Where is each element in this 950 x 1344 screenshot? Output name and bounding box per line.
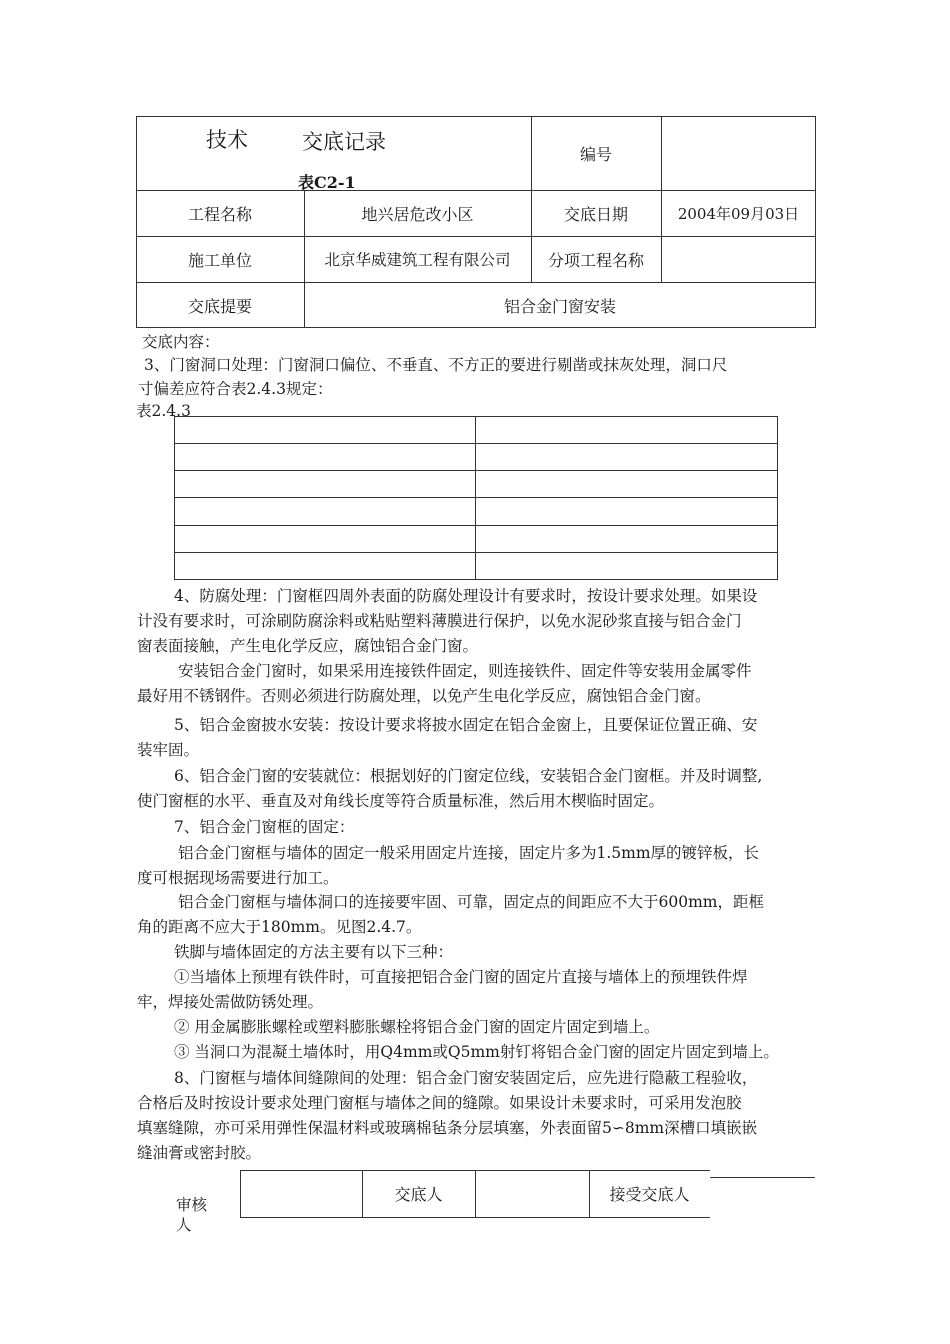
date-value: 2004年09月03日 [677,204,800,223]
number-value [661,116,816,190]
paragraph-line: 8、门窗框与墙体间缝隙间的处理：铝合金门窗安装固定后，应先进行隐蔽工程验收， [174,1069,758,1087]
sub-project-value [661,236,816,282]
paragraph-line: ② 用金属膨胀螺栓或塑料膨胀螺栓将铝合金门窗的固定片固定到墙上。 [174,1018,660,1036]
reviewer-label: 审核人 [176,1196,208,1234]
paragraph-line: 缝油膏或密封胶。 [137,1144,262,1162]
signature-divider [475,1170,476,1217]
paragraph-line: 7、铝合金门窗框的固定： [174,818,355,836]
paragraph-line: 计没有要求时，可涂刷防腐涂料或粘贴塑料薄膜进行保护，以免水泥砂浆直接与铝合金门 [137,612,742,630]
paragraph-line: 最好用不锈钢件。否则必须进行防腐处理，以免产生电化学反应，腐蚀铝合金门窗。 [137,687,711,705]
project-name-label: 工程名称 [187,204,252,224]
table-divider [174,497,778,498]
receiver-label: 接受交底人 [609,1185,690,1204]
paragraph-line: 装牢固。 [137,741,200,759]
paragraph-line: 度可根据现场需要进行加工。 [137,869,339,887]
contractor-label: 施工单位 [187,250,252,270]
paragraph-line: 5、铝合金窗披水安装：按设计要求将披水固定在铝合金窗上，且要保证位置正确、安 [174,716,758,734]
paragraph-line: 铝合金门窗框与墙体的固定一般采用固定片连接，固定片多为1.5mm厚的镀锌板，长 [178,844,760,862]
presenter-label: 交底人 [394,1185,443,1204]
table-divider [475,416,476,580]
paragraph-line: ①当墙体上预埋有铁件时，可直接把铝合金门窗的固定片直接与墙体上的预埋铁件焊 [174,968,748,986]
form-number: 表C2-1 [298,173,356,192]
table-divider [174,470,778,471]
paragraph-line: 6、铝合金门窗的安装就位：根据划好的门窗定位线，安装铝合金门窗框。并及时调整, [174,767,763,785]
paragraph-line: 寸偏差应符合表2.4.3规定： [138,380,333,398]
sub-project-label: 分项工程名称 [547,250,644,270]
contractor-value: 北京华威建筑工程有限公司 [324,251,511,269]
tolerance-table [174,416,778,580]
paragraph-line: 窗表面接触，产生电化学反应，腐蚀铝合金门窗。 [137,637,479,655]
table-divider [174,443,778,444]
paragraph-line: 4、防腐处理：门窗框四周外表面的防腐处理设计有要求时，按设计要求处理。如果设 [174,587,758,605]
table-caption: 表2.4.3 [136,402,191,420]
paragraph-line: ③ 当洞口为混凝土墙体时，用Q4mm或Q5mm射钉将铝合金门窗的固定片固定到墙上。 [174,1043,779,1061]
paragraph-line: 填塞缝隙，亦可采用弹性保温材料或玻璃棉毡条分层填塞，外表面留5∽8mm深槽口填嵌嵌 [137,1119,758,1137]
summary-value: 铝合金门窗安装 [503,296,616,316]
doc-title-right: 交底记录 [302,130,386,154]
paragraph-line: 3、门窗洞口处理：门窗洞口偏位、不垂直、不方正的要进行剔凿或抹灰处理，洞口尺 [144,356,728,374]
paragraph-line: 合格后及时按设计要求处理门窗框与墙体之间的缝隙。如果设计未要求时，可采用发泡胶 [137,1094,742,1112]
paragraph-line: 角的距离不应大于180mm。见图2.4.7。 [137,918,422,936]
paragraph-line: 牢，焊接处需做防锈处理。 [137,993,324,1011]
summary-label: 交底提要 [187,296,252,316]
doc-title-left: 技术 [206,128,248,152]
paragraph-line: 使门窗框的水平、垂直及对角线长度等符合质量标准，然后用木楔临时固定。 [137,792,665,810]
signature-line [710,1177,815,1178]
project-name-value: 地兴居危改小区 [361,204,474,224]
paragraph-line: 铁脚与墙体固定的方法主要有以下三种： [174,943,454,961]
date-label: 交底日期 [563,204,628,224]
table-divider [174,552,778,553]
paragraph-line: 铝合金门窗框与墙体洞口的连接要牢固、可靠，固定点的间距应不大于600mm，距框 [178,893,764,911]
signature-divider [240,1170,241,1217]
signature-line [240,1217,710,1218]
content-heading: 交底内容： [142,333,220,351]
number-label: 编号 [579,144,612,164]
table-divider [174,525,778,526]
paragraph-line: 安装铝合金门窗时，如果采用连接铁件固定，则连接铁件、固定件等安装用金属零件 [178,662,752,680]
